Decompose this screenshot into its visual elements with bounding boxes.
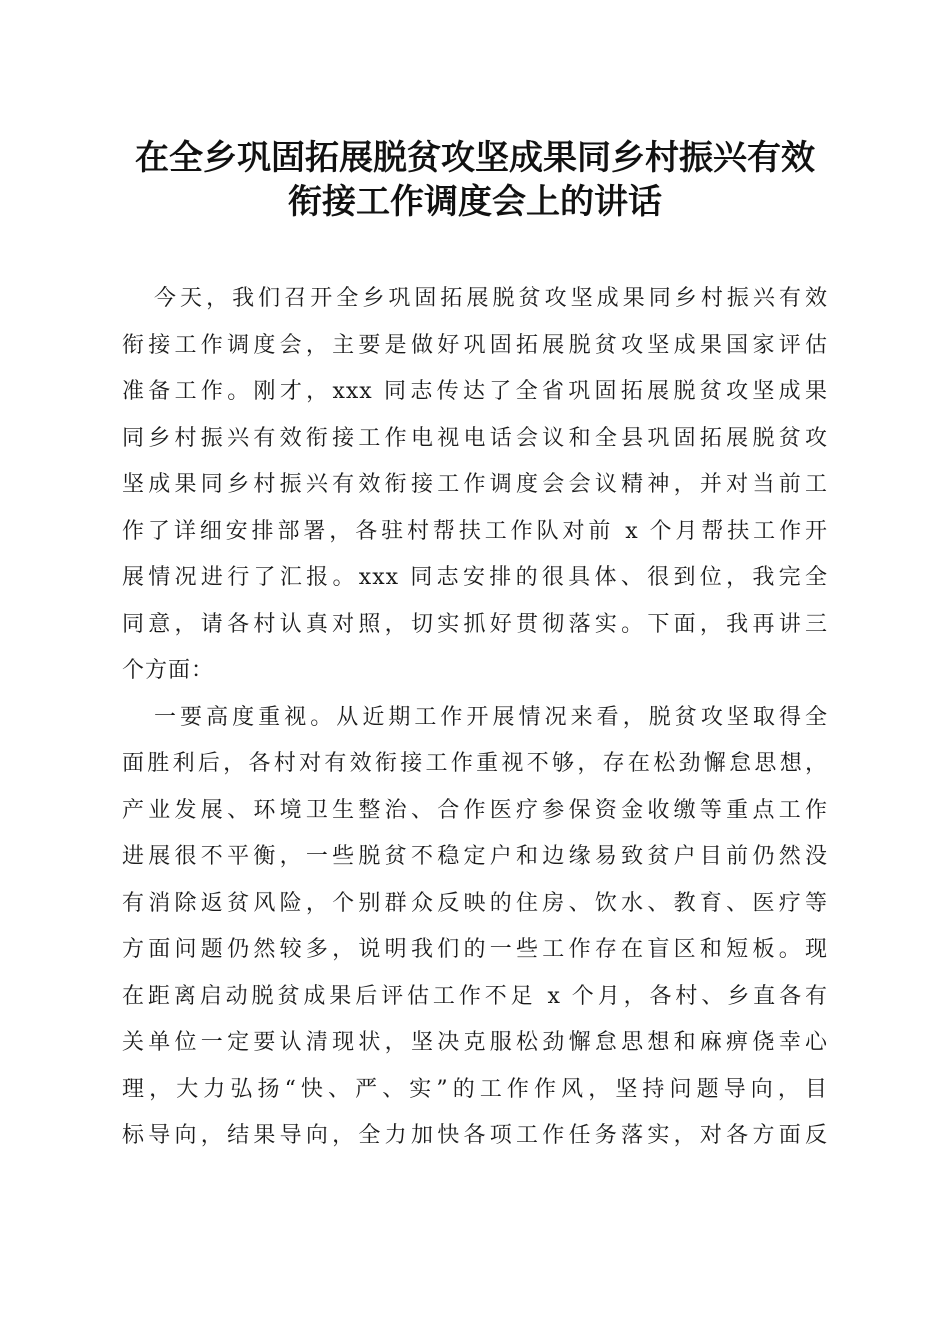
paragraph-intro	[122, 276, 828, 695]
text-line: 坚成果同乡村振兴有效衔接工作调度会会议精神，并对当前工	[122, 472, 828, 497]
text-line: 今天，我们召开全乡巩固拓展脱贫攻坚成果同乡村振兴有效	[154, 286, 828, 311]
paragraph-point-one	[122, 695, 828, 1160]
text-line: 同乡村振兴有效衔接工作电视电话会议和全县巩固拓展脱贫攻	[122, 425, 828, 451]
document-body	[122, 276, 828, 1160]
text-line: 准备工作。刚才，xxx 同志传达了全省巩固拓展脱贫攻坚成果	[122, 379, 828, 404]
text-line: 在距离启动脱贫成果后评估工作不足 x 个月，各村、乡直各有	[122, 983, 828, 1009]
title-line: 衔接工作调度会上的讲话	[288, 182, 662, 222]
text-line: 同意，请各村认真对照，切实抓好贯彻落实。下面，我再讲三	[122, 611, 828, 637]
text-line: 作了详细安排部署，各驻村帮扶工作队对前 x 个月帮扶工作开	[122, 518, 828, 544]
text-line: 衔接工作调度会，主要是做好巩固拓展脱贫攻坚成果国家评估	[122, 332, 828, 358]
text-line: 理，大力弘扬“快、严、实”的工作作风，坚持问题导向，目	[122, 1076, 828, 1102]
page-title	[100, 136, 850, 224]
text-line: 关单位一定要认清现状，坚决克服松劲懈怠思想和麻痹侥幸心	[122, 1030, 828, 1055]
title-line: 在全乡巩固拓展脱贫攻坚成果同乡村振兴有效	[135, 138, 815, 178]
text-line: 方面问题仍然较多，说明我们的一些工作存在盲区和短板。现	[122, 937, 828, 962]
text-line: 产业发展、环境卫生整治、合作医疗参保资金收缴等重点工作	[122, 797, 828, 823]
text-line: 面胜利后，各村对有效衔接工作重视不够，存在松劲懈怠思想，	[122, 751, 828, 776]
text-line: 个方面：	[122, 658, 215, 683]
text-line: 进展很不平衡，一些脱贫不稳定户和边缘易致贫户目前仍然没	[122, 844, 828, 869]
text-line: 一要高度重视。从近期工作开展情况来看，脱贫攻坚取得全	[154, 704, 828, 730]
text-line: 标导向，结果导向，全力加快各项工作任务落实，对各方面反	[122, 1123, 828, 1148]
text-line: 有消除返贫风险，个别群众反映的住房、饮水、教育、医疗等	[122, 890, 828, 916]
text-line: 展情况进行了汇报。xxx 同志安排的很具体、很到位，我完全	[122, 565, 828, 590]
